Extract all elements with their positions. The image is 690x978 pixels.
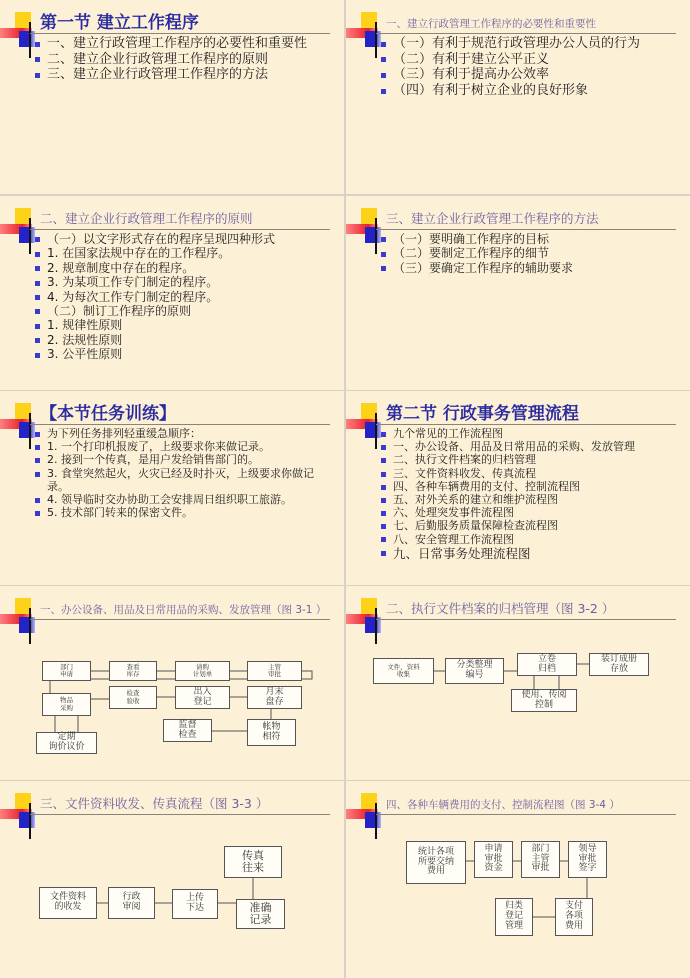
flow-box: 请购 计划单	[175, 661, 230, 681]
title-underline	[376, 33, 676, 34]
bullet-item: 六、处理突发事件流程图	[379, 506, 669, 519]
bullet-item: 2. 规章制度中存在的程序。	[33, 261, 318, 275]
slide-8	[346, 586, 690, 780]
title-underline	[376, 619, 676, 620]
bullet-item: 五、对外关系的建立和维护流程图	[379, 493, 669, 506]
decor-vertical-line	[375, 803, 377, 839]
bullet-item: 1. 一个打印机报废了，上级要求你来做记录。	[33, 440, 318, 453]
flow-box: 领导 审批 签字	[568, 841, 607, 878]
flow-box: 部门 主管 审批	[521, 841, 560, 878]
slide-7	[0, 586, 344, 780]
flow-box: 主管 审批	[247, 661, 302, 681]
bullet-item: （四）有利于树立企业的良好形象	[379, 83, 664, 99]
bullet-item: 2. 接到一个传真，是用户发给销售部门的。	[33, 453, 318, 466]
title-underline	[30, 814, 330, 815]
slide-3	[0, 196, 344, 390]
bullet-item: 1. 规律性原则	[33, 318, 318, 332]
bullet-item: 九、日常事务处理流程图	[379, 546, 669, 561]
title-underline	[30, 229, 330, 230]
flow-box: 查看 库存	[109, 661, 157, 681]
flow-box: 月末 盘存	[247, 686, 302, 709]
flow-box: 装订成册 存放	[589, 653, 649, 676]
slide-title: 四、各种车辆费用的支付、控制流程图（图 3-4 ）	[386, 799, 620, 811]
slide-title: 二、建立企业行政管理工作程序的原则	[40, 211, 253, 226]
flow-box: 申请 审批 资金	[474, 841, 513, 878]
decor-vertical-line	[29, 22, 31, 58]
bullet-item: （三）要确定工作程序的辅助要求	[379, 261, 669, 275]
flow-box: 部门 申请	[42, 661, 91, 681]
slide-10	[346, 781, 690, 978]
bullet-item: （二）制订工作程序的原则	[33, 304, 318, 318]
flow-box: 统计各项 所要交纳 费用	[406, 841, 466, 884]
bullet-item: 四、各种车辆费用的支付、控制流程图	[379, 480, 669, 493]
bullet-list	[379, 36, 664, 98]
bullet-item: 一、建立行政管理工作程序的必要性和重要性	[33, 36, 313, 52]
slide-title: 第一节 建立工作程序	[40, 13, 199, 33]
bullet-item: 七、后勤服务质量保障检查流程图	[379, 519, 669, 532]
bullet-item: 1. 在国家法规中存在的工作程序。	[33, 246, 318, 260]
slide-title: 三、文件资料收发、传真流程（图 3-3 ）	[40, 796, 269, 811]
title-underline	[376, 814, 676, 815]
bullet-item: 三、建立企业行政管理工作程序的方法	[33, 67, 313, 83]
flow-box: 使用、传阅 控制	[511, 689, 577, 712]
bullet-item: 为下列任务排列轻重缓急顺序：	[33, 427, 318, 440]
slide-5	[0, 391, 344, 585]
slide-title: 三、建立企业行政管理工作程序的方法	[386, 211, 599, 226]
slide-title: 一、办公设备、用品及日常用品的采购、发放管理（图 3-1 ）	[40, 604, 327, 616]
slide-9	[0, 781, 344, 978]
title-underline	[376, 229, 676, 230]
decor-vertical-line	[375, 22, 377, 58]
title-underline	[30, 33, 330, 34]
decor-vertical-line	[375, 608, 377, 644]
slide-title: 二、执行文件档案的归档管理（图 3-2 ）	[386, 601, 615, 616]
bullet-item: （二）要制定工作程序的细节	[379, 246, 669, 260]
bullet-item: 4. 为每次工作专门制定的程序。	[33, 290, 318, 304]
bullet-item: 二、执行文件档案的归档管理	[379, 453, 669, 466]
flow-box: 定期 询价议价	[36, 732, 97, 754]
flow-box: 监督 检查	[163, 719, 212, 742]
bullet-item: 3. 为某项工作专门制定的程序。	[33, 275, 318, 289]
bullet-item: 2. 法规性原则	[33, 333, 318, 347]
bullet-item: （一）有利于规范行政管理办公人员的行为	[379, 36, 664, 52]
flow-box: 物品 采购	[42, 693, 91, 716]
decor-vertical-line	[29, 413, 31, 449]
bullet-item: 3. 食堂突然起火，火灾已经及时扑灭，上级要求你做记录。	[33, 467, 318, 493]
flow-box: 归类 登记 管理	[495, 898, 533, 936]
slide-6	[346, 391, 690, 585]
flow-box: 帐物 相符	[247, 719, 296, 746]
flow-box: 上传 下达	[172, 889, 218, 919]
flow-box: 文件、资料 收集	[373, 658, 434, 684]
decor-vertical-line	[29, 608, 31, 644]
title-underline	[30, 424, 330, 425]
bullet-list	[33, 36, 313, 83]
flow-box: 分类整理 编号	[445, 658, 504, 684]
flow-box: 准确 记录	[236, 899, 285, 929]
flow-box: 文件资料 的收发	[39, 887, 97, 919]
slide-title: 第二节 行政事务管理流程	[386, 404, 579, 424]
flow-box: 支付 各项 费用	[555, 898, 593, 936]
bullet-list	[379, 427, 669, 561]
slide-4	[346, 196, 690, 390]
bullet-item: 三、文件资料收发、传真流程	[379, 467, 669, 480]
bullet-item: 一、办公设备、用品及日常用品的采购、发放管理	[379, 440, 669, 453]
slide-title: 一、建立行政管理工作程序的必要性和重要性	[386, 18, 596, 30]
slide-title: 【本节任务训练】	[40, 404, 176, 424]
decor-vertical-line	[29, 803, 31, 839]
bullet-item: 九个常见的工作流程图	[379, 427, 669, 440]
decor-vertical-line	[375, 218, 377, 254]
bullet-item: （二）有利于建立公平正义	[379, 52, 664, 68]
slide-2	[346, 0, 690, 194]
flow-box: 传真 往来	[224, 846, 282, 878]
decor-vertical-line	[375, 413, 377, 449]
bullet-item: 3. 公平性原则	[33, 347, 318, 361]
bullet-list	[33, 427, 318, 519]
bullet-item: 4. 领导临时交办协助工会安排周日组织职工旅游。	[33, 493, 318, 506]
bullet-item: （一）以文字形式存在的程序呈现四种形式	[33, 232, 318, 246]
bullet-item: 八、安全管理工作流程图	[379, 533, 669, 546]
flow-box: 立卷 归档	[517, 653, 577, 676]
flow-box: 出入 登记	[175, 686, 230, 709]
bullet-item: （三）有利于提高办公效率	[379, 67, 664, 83]
bullet-item: 5. 技术部门转来的保密文件。	[33, 506, 318, 519]
title-underline	[30, 619, 330, 620]
title-underline	[376, 424, 676, 425]
bullet-list	[33, 232, 318, 362]
slide-1	[0, 0, 344, 194]
flow-box: 检查 验收	[109, 686, 157, 709]
flow-box: 行政 审阅	[108, 887, 155, 919]
bullet-item: 二、建立企业行政管理工作程序的原则	[33, 52, 313, 68]
decor-vertical-line	[29, 218, 31, 254]
bullet-item: （一）要明确工作程序的目标	[379, 232, 669, 246]
bullet-list	[379, 232, 669, 275]
